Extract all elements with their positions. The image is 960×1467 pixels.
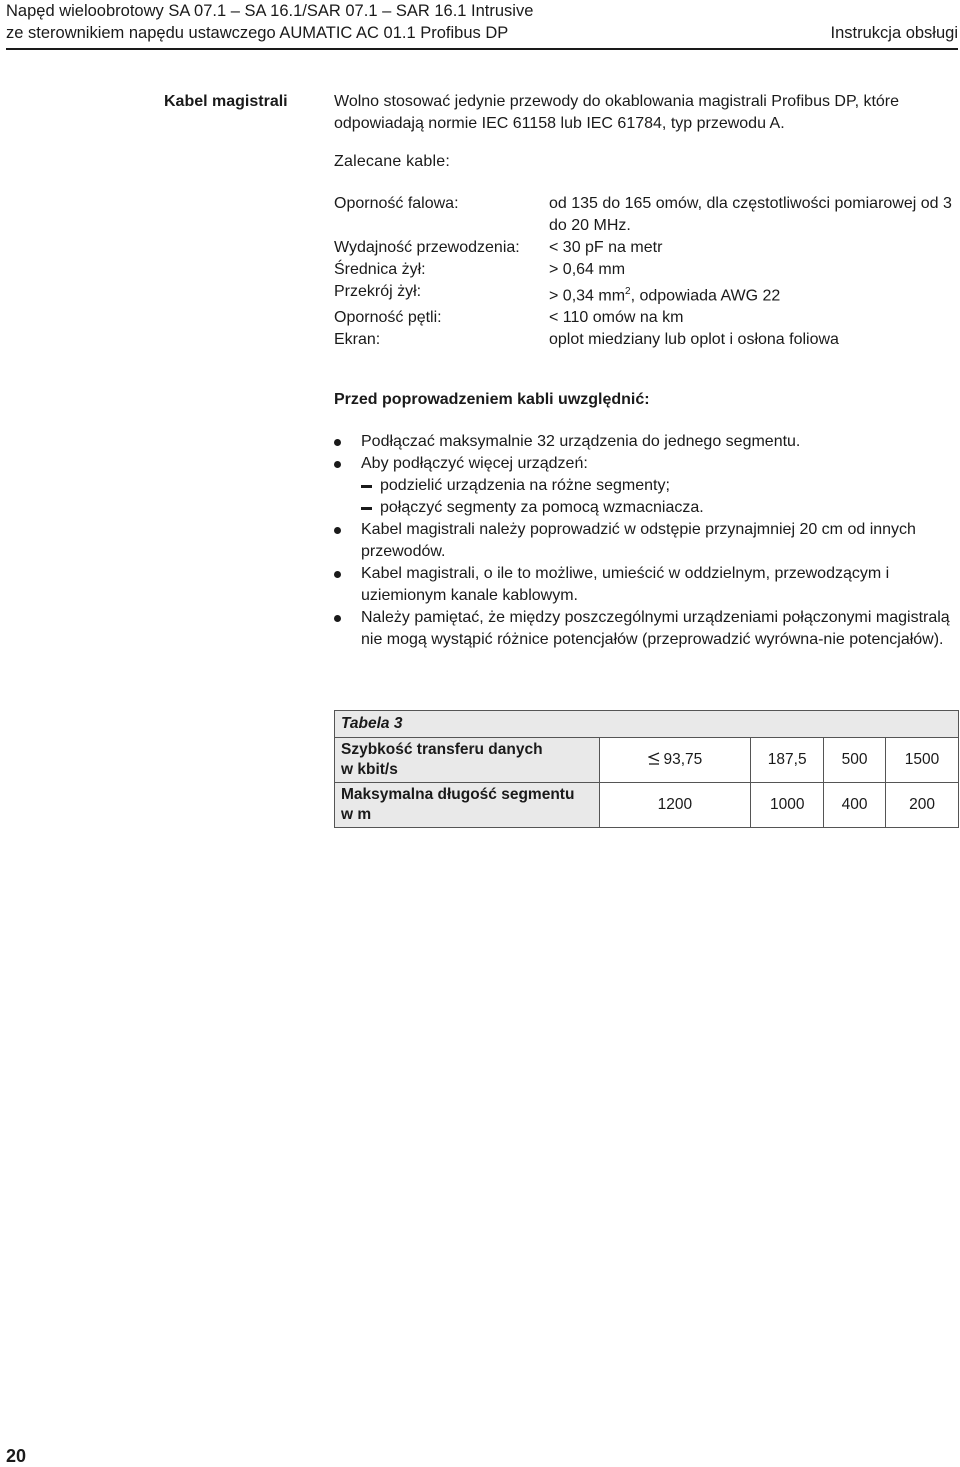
segment-length-table-wrapper: [334, 710, 959, 828]
spec-value: oplot miedziany lub oplot i osłona foliowa: [549, 331, 839, 349]
header-title-line1: Napęd wieloobrotowy SA 07.1 – SA 16.1/SAR 07.1 – SAR 16.1 Intrusive: [6, 2, 534, 20]
table-row: [335, 738, 959, 783]
table-cell: 400: [824, 783, 886, 828]
sub-list-item: [361, 497, 954, 519]
row-label-transfer-rate: [335, 738, 600, 783]
table-cell: 187,5: [751, 738, 824, 783]
header-divider: [6, 48, 958, 50]
dash-icon: [361, 485, 372, 488]
less-or-equal-icon: [648, 752, 660, 765]
page-header: [6, 0, 958, 48]
table-cell: 200: [886, 783, 959, 828]
spec-key: Wydajność przewodzenia:: [334, 239, 520, 256]
spec-value: [549, 281, 954, 307]
spec-value: < 110 omów na km: [549, 309, 684, 327]
table-cell: 1200: [599, 783, 751, 828]
list-item-text: Podłączać maksymalnie 32 urządzenia do jednego segmentu.: [361, 433, 801, 451]
table-row: [335, 783, 959, 828]
row-label-line: Maksymalna długość segmentu: [341, 786, 575, 803]
sub-list: [334, 475, 954, 519]
table-title-row: [335, 711, 959, 738]
segment-length-table: [334, 710, 959, 828]
sub-list-item: [361, 475, 954, 497]
list-item-text: Należy pamiętać, że między poszczególnymi urządzeniami połączonymi magistralą nie mogą wystąpić różnice potencjałów (przeprowadzić wyrówna-nie potencjałów).: [361, 609, 950, 649]
spec-key: Średnica żył:: [334, 261, 426, 278]
list-item-text: Kabel magistrali, o ile to możliwe, umieścić w oddzielnym, przewodzącym i uziemionym kanale kablowym.: [361, 565, 890, 605]
table-cell: [599, 738, 751, 783]
bullet-icon: [334, 615, 341, 622]
spec-key: Ekran:: [334, 331, 381, 349]
list-item: [334, 607, 954, 651]
routing-bullet-list: [334, 431, 954, 651]
page-number: 20: [6, 1446, 27, 1466]
row-label-line: w m: [341, 806, 372, 823]
table-cell: 1000: [751, 783, 824, 828]
table-cell-text: 93,75: [663, 751, 703, 768]
dash-icon: [361, 507, 372, 510]
table-title: Tabela 3: [335, 711, 959, 738]
cable-spec-list: [334, 193, 954, 351]
main-content: [334, 91, 954, 651]
spec-key: Przekrój żył:: [334, 283, 422, 300]
list-item-text: Kabel magistrali należy poprowadzić w odstępie przynajmniej 20 cm od innych przewodów.: [361, 521, 916, 561]
list-item: [334, 519, 954, 563]
header-title-line2: ze sterownikiem napędu ustawczego AUMATIC AC 01.1 Profibus DP: [6, 24, 509, 42]
row-label-line: Szybkość transferu danych: [341, 741, 543, 758]
header-title: [6, 0, 533, 44]
section-side-label: Kabel magistrali: [164, 93, 288, 110]
header-doc-type: Instrukcja obsługi: [830, 24, 958, 42]
spec-value-post: , odpowiada AWG 22: [630, 287, 781, 305]
spec-value-pre: > 0,34 mm: [549, 287, 626, 305]
bullet-icon: [334, 571, 341, 578]
spec-value: od 135 do 165 omów, dla częstotliwości pomiarowej od 3 do 20 MHz.: [549, 195, 952, 234]
bullet-icon: [334, 527, 341, 534]
table-cell: 1500: [886, 738, 959, 783]
spec-key: Oporność pętli:: [334, 309, 442, 327]
sub-list-item-text: połączyć segmenty za pomocą wzmacniacza.: [380, 499, 704, 517]
bullet-icon: [334, 461, 341, 468]
table-cell: 500: [824, 738, 886, 783]
spec-value: < 30 pF na metr: [549, 239, 663, 256]
sub-list-item-text: podzielić urządzenia na różne segmenty;: [380, 477, 670, 495]
spec-key: Oporność falowa:: [334, 195, 459, 212]
spec-value: > 0,64 mm: [549, 261, 626, 278]
list-item-text: Aby podłączyć więcej urządzeń:: [361, 455, 588, 473]
spec-value-superscript: 2: [625, 286, 631, 297]
intro-paragraph: Wolno stosować jedynie przewody do okablowania magistrali Profibus DP, które odpowiadają normie IEC 61158 lub IEC 61784, typ przewodu A.: [334, 93, 900, 132]
list-item: [334, 563, 954, 607]
recommended-cables-heading: Zalecane kable:: [334, 153, 450, 170]
list-item: [334, 453, 954, 475]
routing-heading: Przed poprowadzeniem kabli uwzględnić:: [334, 391, 650, 409]
bullet-icon: [334, 439, 341, 446]
row-label-line: w kbit/s: [341, 761, 398, 778]
row-label-segment-length: [335, 783, 600, 828]
list-item: [334, 431, 954, 453]
